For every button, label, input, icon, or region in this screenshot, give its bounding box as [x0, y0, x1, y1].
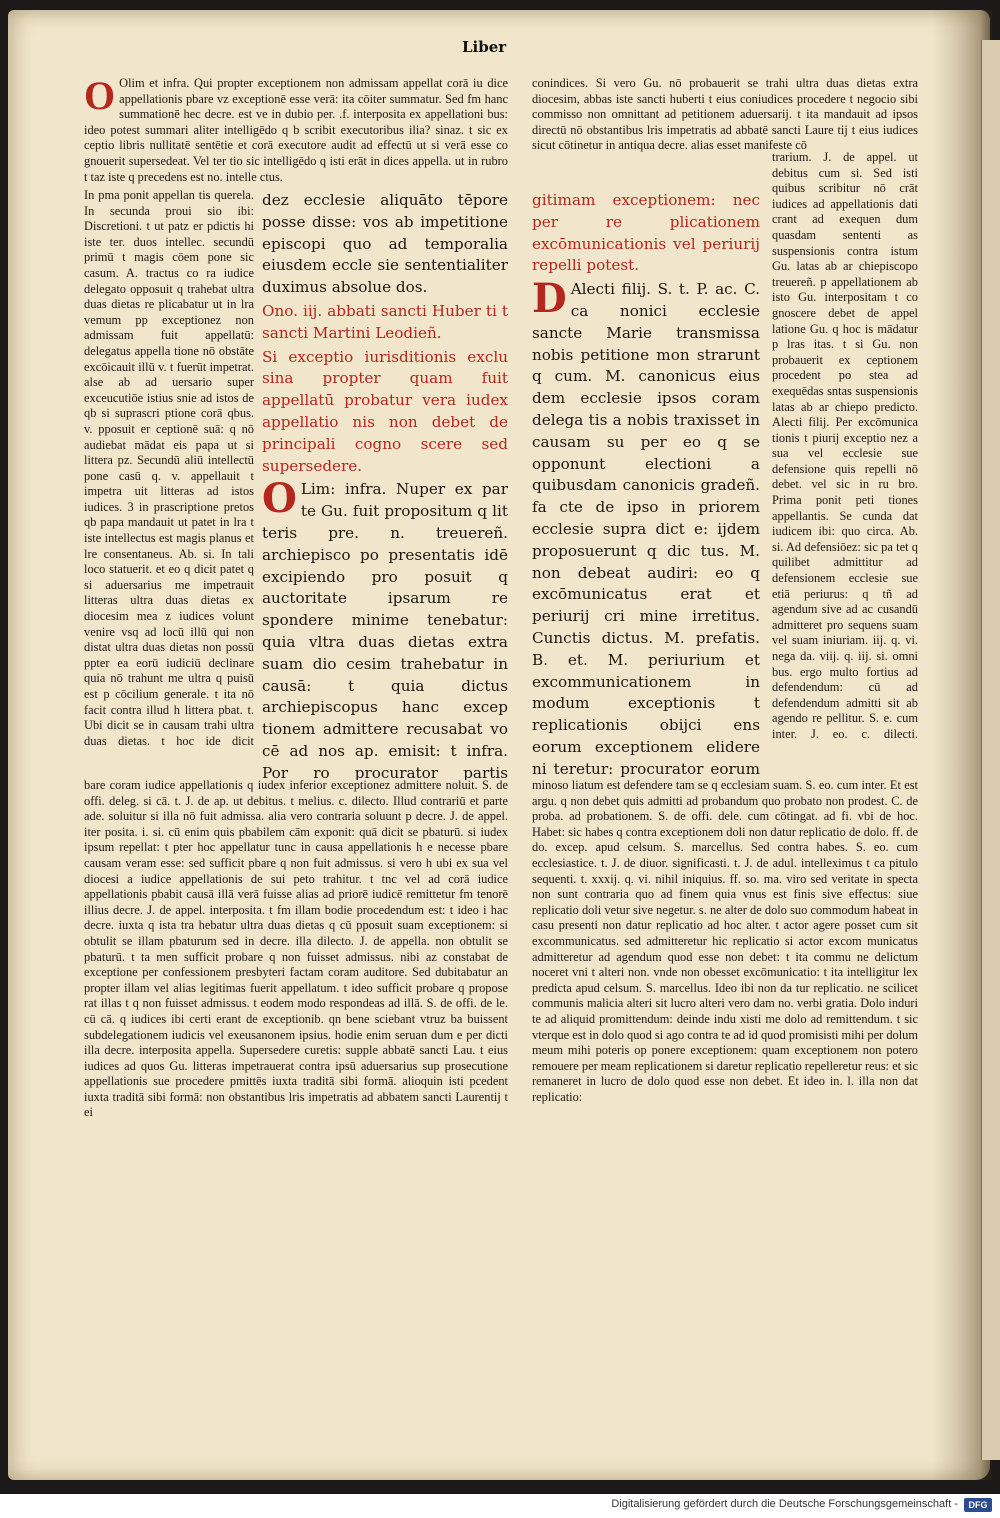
footer-bar: [0, 1494, 1000, 1518]
main-text-para-2: [262, 475, 508, 780]
gloss-bottom-right-text: minoso liatum est defendere tam se q ecclesiam suam. S. eo. cum inter. Et est argu. q non debet quis admitti ad probandum quo probato non prodest. C. de proba. ad probationem. S. de offi. dele. cum cōtingat. ad fi. vbi de hoc. Habet: sic habes q contra exceptionem doli non datur replicatio de dolo. ff. de do. excep. apud celsum. S. marcellus. Sed contra habes. S. eo. cum ecclesiastice. t. J. de diuor. significasti. t. J. de adul. intelleximus t ca pitulo sequenti. t. xxxij. q. vi. nihil iniquius. ff. so. ma. viro sed veritate in specta non sunt contraria quo ad finem quia vnus est finis sive effectus: siue replicatio doli vetur sive negetur. s. ne alter de dolo suo commodum habeat in casu presenti non datur replicatio ad hoc alter. t actor agere posset cum sit excommunicatus. sed admitteretur hic replicatio si actor excom municatus admitteretur ad agendum quod esse non debet: t ita commu ne delictum noceret vni t alteri non. vnde non obesset excōmunicatio: t ita intelligitur lex predicta apud celsum. S. marcellus. Ideo ibi non da tur replicatio. ne scilicet communis malicia alteri sit lucro alteri vero dam no. verbi gratia. Dolo induri te ad aliquid promittendum: deinde indu xisti me dolo ad remittendum. t sic vterque est in dolo quod si ago contra te ad id quod promisisti mihi per dolum meum mihi poteris op ponere exceptionem: quam exceptionem non potero remouere per meam replicationem si daretur replicatio repelleretur reus: et sic remaneret in lucro de dolo quod esse non debet. Et ideo in. l. illa non dat replicatio:: [532, 778, 918, 1104]
gloss-bottom-right: [532, 778, 918, 1338]
gloss-bottom-left: [84, 778, 508, 1338]
heading-rubric-4: gitimam exceptionem: nec per re plicationem excōmunicationis vel periurij repelli potest.: [532, 191, 760, 275]
running-head: Liber: [462, 38, 507, 56]
gloss-left-text: In pma ponit appellan tis querela. In secunda proui sio ibi: Discretioni. t ut patz er pdictis hi iste ter. duos intellec. secundū primū t magis cōem pone sic casum. A. tractus co ra iudice delegato opposuit q trahebat ultra duas dietas re plicabatur ut in lra vemum pp exceptionez non admissam fuit appellatū: delegatus appella tione nō obstāte excōicauit illū v. t fuerūt impetrat. alse ab ad uersario super exceucutiōe istius snie ad istos de qb si suprascri ptione corā qbus. v. pposuit er ceptionē suā: q nō audiebat mādat eis papa ut si littera pz. Secundū aliū intellectū pone casū q. v. appellauit t impetra uit litteras ad istos iudices. 3 in prascriptione pretos qb papa mandauit ut patet in lra t iste intellectus est magis planus et lre consentaneus. Ab. si. In tali loco statuerit. et eo q dicit patet q si aduersarius me impetrauit litteras ultra duas dietas ex diocesim mea z iudices volunt venire vsq ad locū illū qui non distat ultra duas dietas non possū ppter ea eorū iudiciū declinare quia nō trahunt me ultra q puisū est p cōcilium generale. t ita nō facit contra illud h littera pbat. t. Ubi dicit se in causam trahi ultra duas dietas. t hoc ide dicit: [84, 188, 254, 748]
main-text-column-1: [262, 190, 508, 780]
decorated-initial-o: O: [262, 475, 297, 523]
gloss-top-text: Olim et infra. Qui propter exceptionem non admissam appellat corā iu dice appellationis pbare vz exceptionē esse verā: ita cōiter summatur. Sed fm hanc summationē hec decre. est ve in dubio per. .f. interposita ex appellationi bus: ideo potest summari aliter intelligēdo q b scribit executoribus ilia? sinaz. t sic ex ceptio libris nullitatē sentētie et corā executore audit ad effectū ut si verā esse co gnouerit supersedeat. Vel ter tio sic intelligēdo q isti erāt in dices appella. ut in rubro t taz iste q precedens est no. intelle ctus.: [84, 76, 508, 184]
gloss-right-column: [772, 150, 918, 740]
dfg-logo: DFG: [964, 1498, 992, 1512]
main-text-column-2: [532, 190, 760, 780]
heading-rubric-1: Ono. iij. abbati sancti Huber ti t sancti Martini Leodieñ.: [262, 301, 508, 342]
gloss-right-top-text: conindices. Si vero Gu. nō probauerit se trahi ultra duas dietas extra diocesim, abbas iste sancti huberti t eius coniudices procedere t negocio sibi commisso non omnittant ad petitionem aduersarij. t ita mandauit ad ipsos directū nō obstantibus lris impetratis ad abbatē sancti Laure tij t eius iudices sicut cōtinetur in antiqua decre. alias esset manifeste cō: [532, 76, 918, 153]
gloss-bottom-left-text: bare coram iudice appellationis q iudex inferior exceptionez admittere noluit. S. de offi. deleg. si cā. t. J. de ap. ut debitus. t melius. c. dilecto. Illud contrariū et parte ade. soluitur si illa nō fuit admissa. alia vero contraria soluunt p decre. J. de appel. iter posita. i. si. cū enim quis pbabilem cām exponit: quā dicit se pbaturū. si iudex ipsum repellat: t pter hoc appellatur tunc in causa appellationis h e necesse pbare causam veram esse: sed sufficit pbare q non fuit admissus. si vero h ubi ex sua vel diocesi a iudice appellationis de sui peto trahitur. t tnc vel ad corā iudice appellationis pbabit causā illā verā fuisse alias ad priorē iudicē remittetur fm tenorē illius decre. J. de appel. interposita. t fm illam bodie procedendum est: t ideo i hac decre. iuxta q ista tra hebatur ultra duas dietas q cū pposuit suam exceptionem: si obtulit se illam pbaturum sed in decre. illa dilecto. J. de appella. non obtulit se pbaturū. t ta men sufficit probare q non fuisset admissus. nibi az constabat de exceptione per confessionem presbyteri factam coram auditore. Sed dubitabatur an propter illam vel alias legitimas fuerit appellatum. t ideo sufficit probare q propose rat illas t q non fuisset admissus. t eodem modo respondeas ad illā. S. de offi. de le. cū cā. q iudices ibi certi erant de exceptionib. qn bene sciebant vtruz ba buissent subdelegationem iudicis vel exeusanonem ipsius. hodie enim seruan dum e per dicti illa decre. interposita appella. Supersedere curetis: supple abbatē sancti Lau. t eius iudices ad quos Gu. litteras impetrauerat contra ipsū aduersarius sup prosecutione appellationis sue procedere pmittēs iuxta traditā sibi formā. alioquin isti pcedent iuxta traditā sibi formā: non obstantibus lris impetratis ad abbatem sancti Laurentij t ei: [84, 778, 508, 1120]
next-page-edge: [981, 40, 1000, 1460]
gloss-right-text: trarium. J. de appel. ut debitus cum si. Sed isti quibus scribitur nō crāt iudices ad appellationis dati crant ad exequen dum quasdam sententi as suspensionis contra istum Gu. latas ab ar chiepiscopo treuereñ. p appellationem ab isto Gu. interpositam t co gnoscere debet de appel latione Gu. q hoc is mādatur p lras itas. t si Gu. non probauerit ex ceptionem procedent po stea ad exequēdas sntas suspensionis latas ab ar chiepo predicto. Alecti filij. Per excōmunica tionis t piurij exceptio nez a sua vel ecclesie sue defensione quis repelli nō debet. vel sic in ru bro. Prima ponit peti tiones appellantis. Se cunda dat iudicem ibi: quo circa. Ab. si. Ad defensiōez: sic pa tet q quilibet admittitur ad defensionem ecclesie sue etiā periurus: q tñ ad agendum sive ad ac cusandū admitteret pro sequens suam vel suam iniuriam. iij. q. vi. nega da. viij. q. iij. si. omni bus. ergo multo fortius ad defendendum: cū ad defendendum admitti sit ab agendo re pellitur. S. e. cum inter. J. eo. c. dilecti.: [772, 150, 918, 740]
heading-rubric-2: Si exceptio iurisditionis exclu sina propter quam fuit appellatū probatur vera iudex appellatio nis non debet de principali cogno scere sed supersedere.: [262, 347, 508, 475]
decorated-initial-d: D: [532, 275, 567, 323]
main-text-para-2-body: Lim: infra. Nuper ex par te Gu. fuit propositum q lit teris pre. n. treuereñ. archiepisco po presentatis idē excipiendo pro posuit q auctoritate ipsarum re spondere minime tenebatur: quia vltra duas dietas extra suam dio cesim trahebatur in causā: t quia dictus archiepiscopus hanc excep tionem admittere recusabat vo cē ad nos ap. emisit: t infra. Por ro procurator partis: [262, 480, 508, 780]
footer-credit: Digitalisierung gefördert durch die Deutsche Forschungsgemeinschaft -: [611, 1498, 958, 1510]
main-text-para-1: dez ecclesie aliquāto tēpore posse disse: vos ab impetitione episcopi quo ad temporalia eiusdem eccle sie sententialiter duximus absolue dos.: [262, 191, 508, 297]
gloss-left-column: [84, 188, 254, 748]
decorated-initial: O: [84, 76, 116, 118]
main-text-para-4: [532, 275, 760, 780]
gloss-top: [84, 76, 508, 186]
main-text-para-4-body: Alecti filij. S. t. P. ac. C. ca nonici ecclesie sancte Marie transmissa nobis petitione mon strarunt q cum. M. canonicus eius dem ecclesie ipsos coram delega tis a nobis traxisset in causam su per eo q se opponunt electioni a quibusdam canonicis gradeñ. fa cte de ipso in priorem ecclesie supra dict e: ijdem proposuerunt q dic tus. M. non debeat audiri: eo q excōmunicatus erat et periurij cri mine irretitus. Cunctis dictus. M. prefatis. B. et. M. periurium et excommunicationem in modum exceptionis t replicationis obijci ens eorum exceptionem elidere ni teretur: procurator eorum: [532, 280, 760, 778]
